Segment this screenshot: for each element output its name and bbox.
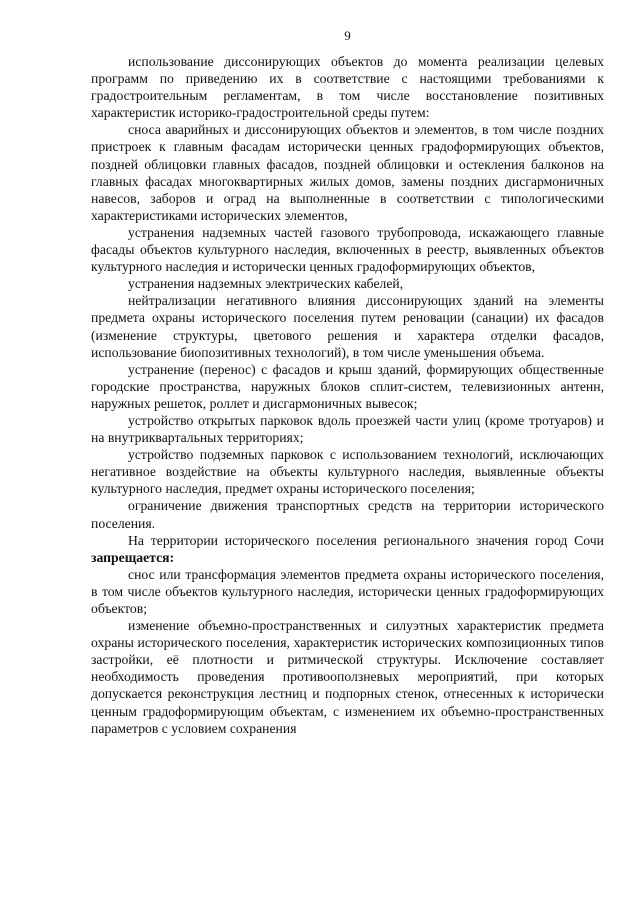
paragraph: изменение объемно-пространственных и силуэтных характеристик предмета охраны исторического поселения, характеристик исторических композиционных типов застройки, её плотности и ритмической структуры. Исключение составляет необходимость проведения противооползневых мероприятий, при которых допускается реконструкция лестниц и подпорных стенок, отнесенных к исторически ценным градоформирующим объектам, с изменением их объемно-пространственных параметров с условием сохранения xyxy=(91,618,604,736)
document-body xyxy=(91,53,604,737)
prohibition-emphasis: запрещается: xyxy=(91,549,175,565)
paragraph: устранение (перенос) с фасадов и крыш зданий, формирующих общественные городские пространства, наружных блоков сплит-систем, телевизионных антенн, наружных решеток, роллет и дисгармоничных вывесок; xyxy=(91,361,604,411)
paragraph: устройство открытых парковок вдоль проезжей части улиц (кроме тротуаров) и на внутриквартальных территориях; xyxy=(91,412,604,446)
paragraph: устранения надземных электрических кабелей, xyxy=(128,276,404,292)
page-number: 9 xyxy=(344,28,351,43)
paragraph: сноса аварийных и диссонирующих объектов и элементов, в том числе поздних пристроек к главным фасадам исторически ценных градоформирующих объектов, поздней облицовки главных фасадов, поздней облицовки и остекления балконов на главных фасадах многоквартирных жилых домов, замены поздних дисгармоничных навесов, заборов и оград на выполненные в соответствии с типологическими характеристиками исторических элементов, xyxy=(91,122,604,223)
paragraph: ограничение движения транспортных средств на территории исторического поселения. xyxy=(91,498,604,531)
paragraph: использование диссонирующих объектов до момента реализации целевых программ по приведению их в соответствие с настоящими требованиями к градостроительным регламентам, в том числе восстановление позитивных характеристик историко-градостроительной среды путем: xyxy=(91,54,604,121)
prohibition-paragraph xyxy=(91,532,604,566)
paragraph: снос или трансформация элементов предмета охраны исторического поселения, в том числе объектов культурного наследия, исторически ценных градоформирующих объектов; xyxy=(91,566,604,616)
paragraph: нейтрализации негативного влияния диссонирующих зданий на элементы предмета охраны исторического поселения путем реновации (санации) их фасадов (изменение структуры, цветового решения и характера отделки фасадов, использование биопозитивных технологий), в том числе уменьшения объема. xyxy=(91,293,604,360)
paragraph: устройство подземных парковок с использованием технологий, исключающих негативное воздействие на объекты культурного наследия, выявленные объекты культурного наследия, предмет охраны исторического поселения; xyxy=(91,447,604,497)
paragraph: устранения надземных частей газового трубопровода, искажающего главные фасады объектов культурного наследия, включенных в реестр, выявленных объектов культурного наследия и исторически ценных градоформирующих объектов, xyxy=(91,224,604,275)
prohibition-text: На территории исторического поселения регионального значения город Сочи xyxy=(128,532,604,548)
